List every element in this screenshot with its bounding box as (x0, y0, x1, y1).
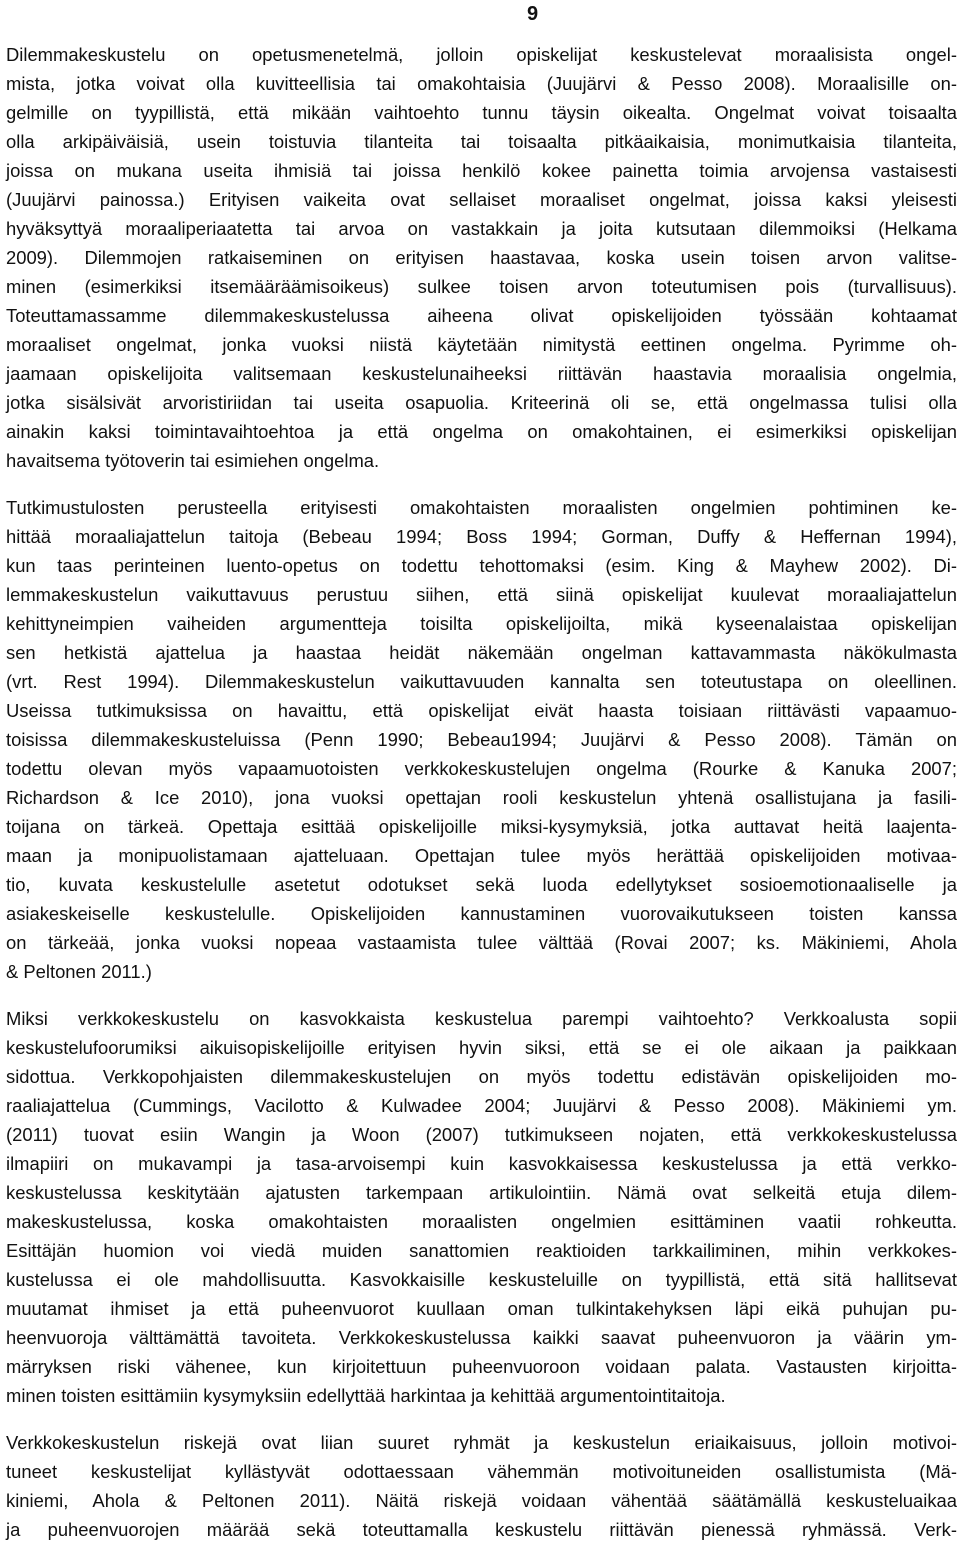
text-line: tuneet keskustelijat kyllästyvät odottaessaan vähemmän motivoituneiden osallistumista (Mä- (6, 1461, 957, 1482)
text-line: toijana on tärkeä. Opettaja esittää opiskelijoille miksi-kysymyksiä, jotka auttavat heitä laajenta- (6, 816, 957, 837)
text-line: keskustelussa keskitytään ajatusten tarkempaan artikulointiin. Nämä ovat selkeitä etuja dilem- (6, 1182, 957, 1203)
text-line: heenvuoroja välttämättä tavoiteta. Verkkokeskustelussa kaikki saavat puheenvuoron ja väärin ym- (6, 1327, 957, 1348)
text-line: gelmille on tyypillistä, että mikään vaihtoehto tunnu täysin oikealta. Ongelmat voivat toisaalta (6, 102, 957, 123)
text-line: märryksen riski vähenee, kun kirjoitettuun puheenvuoroon voidaan palata. Vastausten kirjoitta- (6, 1356, 957, 1377)
text-line: Richardson & Ice 2010), jona vuoksi opettajan rooli keskustelun yhtenä osallistujana ja fasili- (6, 787, 957, 808)
text-line: sen hetkistä ajattelua ja haastaa heidät näkemään ongelman kattavammasta näkökulmasta (6, 642, 957, 663)
text-line: havaitsema työtoverin tai esimiehen ongelma. (6, 450, 380, 471)
paragraph-online-risks (6, 1428, 957, 1544)
text-line: muutamat ihmiset ja että puheenvuorot kuullaan oman tulkintakehyksen läpi eikä puhujan pu- (6, 1298, 957, 1319)
document-body (6, 40, 957, 1544)
text-line: Useissa tutkimuksissa on havaittu, että opiskelijat eivät haasta toisiaan riittävästi vapaamuo- (6, 700, 957, 721)
text-line: kehittyneimpien vaiheiden argumentteja toisilta opiskelijoilta, mikä kyseenalaistaa opiskelijan (6, 613, 957, 634)
text-line: ainakin kaksi toimintavaihtoehtoa ja että ongelma on omakohtainen, ei esimerkiksi opiskelijan (6, 421, 957, 442)
text-line: joissa on mukana useita ihmisiä tai joissa henkilö kokee painetta toimia arvojensa vastaisesti (6, 160, 957, 181)
text-line: (Juujärvi painossa.) Erityisen vaikeita ovat sellaiset moraaliset ongelmat, joissa kaksi yleisesti (6, 189, 957, 210)
text-line: moraaliset ongelmat, jonka vuoksi niistä käytetään nimitystä eettinen ongelma. Pyrimme oh- (6, 334, 957, 355)
text-line: 2009). Dilemmojen ratkaiseminen on erityisen haastavaa, koska usein toisen arvon valitse- (6, 247, 957, 268)
text-line: asiakeskeiselle keskustelulle. Opiskelijoiden kannustaminen vuorovaikutukseen toisten kanssa (6, 903, 957, 924)
text-line: hittää moraaliajattelun taitoja (Bebeau 1994; Boss 1994; Gorman, Duffy & Heffernan 1994), (6, 526, 957, 547)
text-line: Dilemmakeskustelu on opetusmenetelmä, jolloin opiskelijat keskustelevat moraalisista ongel- (6, 44, 957, 65)
text-line: Esittäjän huomion voi viedä muiden sanattomien reaktioiden tarkkailiminen, mihin verkkokes- (6, 1240, 957, 1261)
paragraph-online-discussion (6, 1004, 957, 1410)
text-line: kustelussa ei ole mahdollisuutta. Kasvokkaisille keskusteluille on tyypillistä, että sitä hallitsevat (6, 1269, 957, 1290)
text-line: on tärkeää, jonka vuoksi nopeaa vastaamista tulee välttää (Rovai 2007; ks. Mäkiniemi, Ahola (6, 932, 957, 953)
text-line: sidottua. Verkkopohjaisten dilemmakeskustelujen on myös todettu edistävän opiskelijoiden mo- (6, 1066, 957, 1087)
text-line: lemmakeskustelun vaikuttavuus perustuu siihen, että siinä opiskelijat kuulevat moraaliajattelun (6, 584, 957, 605)
text-line: & Peltonen 2011.) (6, 961, 152, 982)
text-line: toisissa dilemmakeskusteluissa (Penn 1990; Bebeau1994; Juujärvi & Pesso 2008). Tämän on (6, 729, 957, 750)
text-line: jotka sisälsivät arvoristiriidan tai useita osapuolia. Kriteerinä oli se, että ongelmassa tulisi olla (6, 392, 957, 413)
text-line: hyväksyttyä moraaliperiaatetta tai arvoa on vastakkain ja joita kutsutaan dilemmoiksi (Helkama (6, 218, 957, 239)
text-line: (vrt. Rest 1994). Dilemmakeskustelun vaikuttavuuden kannalta sen toteutustapa on oleellinen. (6, 671, 957, 692)
text-line: kiniemi, Ahola & Peltonen 2011). Näitä riskejä voidaan vähentää säätämällä keskusteluaikaa (6, 1490, 957, 1511)
paragraph-research-results (6, 493, 957, 986)
text-line: olla arkipäiväisiä, usein toistuvia tilanteita tai toisaalta pitkäaikaisia, monimutkaisia tilanteita, (6, 131, 957, 152)
text-line: todettu olevan myös vapaamuotoisten verkkokeskustelujen ongelma (Rourke & Kanuka 2007; (6, 758, 957, 779)
paragraph-dilemma-discussion (6, 40, 957, 475)
text-line: minen (esimerkiksi itsemääräämisoikeus) sulkee toisen arvon toteutumisen pois (turvallisuus). (6, 276, 957, 297)
text-line: jaamaan opiskelijoita valitsemaan keskustelunaiheeksi riittävän haastavia moraalisia ongelmia, (6, 363, 957, 384)
text-line: Miksi verkkokeskustelu on kasvokkaista keskustelua parempi vaihtoehto? Verkkoalusta sopii (6, 1008, 957, 1029)
text-line: kun taas perinteinen luento-opetus on todettu tehottomaksi (esim. King & Mayhew 2002). Di- (6, 555, 957, 576)
text-line: minen toisten esittämiin kysymyksiin edellyttää harkintaa ja kehittää argumentointitaitoja. (6, 1385, 726, 1406)
page-number: 9 (527, 3, 539, 25)
text-line: (2011) tuovat esiin Wangin ja Woon (2007) tutkimukseen nojaten, että verkkokeskustelussa (6, 1124, 957, 1145)
text-line: maan ja monipuolistamaan ajatteluaan. Opettajan tulee myös herättää opiskelijoiden motivaa- (6, 845, 957, 866)
text-line: Toteuttamassamme dilemmakeskustelussa aiheena olivat opiskelijoiden työssään kohtaamat (6, 305, 957, 326)
text-line: keskustelufoorumiksi aikuisopiskelijoille erityisen hyvin siksi, että se ei ole aikaan ja paikkaan (6, 1037, 957, 1058)
text-line: Verkkokeskustelun riskejä ovat liian suuret ryhmät ja keskustelun eriaikaisuus, jolloin motivoi- (6, 1432, 957, 1453)
text-line: ja puheenvuorojen määrää sekä toteuttamalla keskustelu riittävän pienessä ryhmässä. Verk- (6, 1519, 957, 1540)
text-line: ilmapiiri on mukavampi ja tasa-arvoisempi kuin kasvokkaisessa keskustelussa ja että verkko- (6, 1153, 957, 1174)
text-line: Tutkimustulosten perusteella erityisesti omakohtaisten moraalisten ongelmien pohtiminen ke- (6, 497, 957, 518)
text-line: mista, jotka voivat olla kuvitteellisia tai omakohtaisia (Juujärvi & Pesso 2008). Moraalisille on- (6, 73, 957, 94)
text-line: raaliajattelua (Cummings, Vacilotto & Kulwadee 2004; Juujärvi & Pesso 2008). Mäkiniemi ym. (6, 1095, 957, 1116)
text-line: makeskustelussa, koska omakohtaisten moraalisten ongelmien esittäminen vaatii rohkeutta. (6, 1211, 957, 1232)
text-line: tio, kuvata keskustelulle asetetut odotukset sekä luoda edellytykset sosioemotionaaliselle ja (6, 874, 957, 895)
